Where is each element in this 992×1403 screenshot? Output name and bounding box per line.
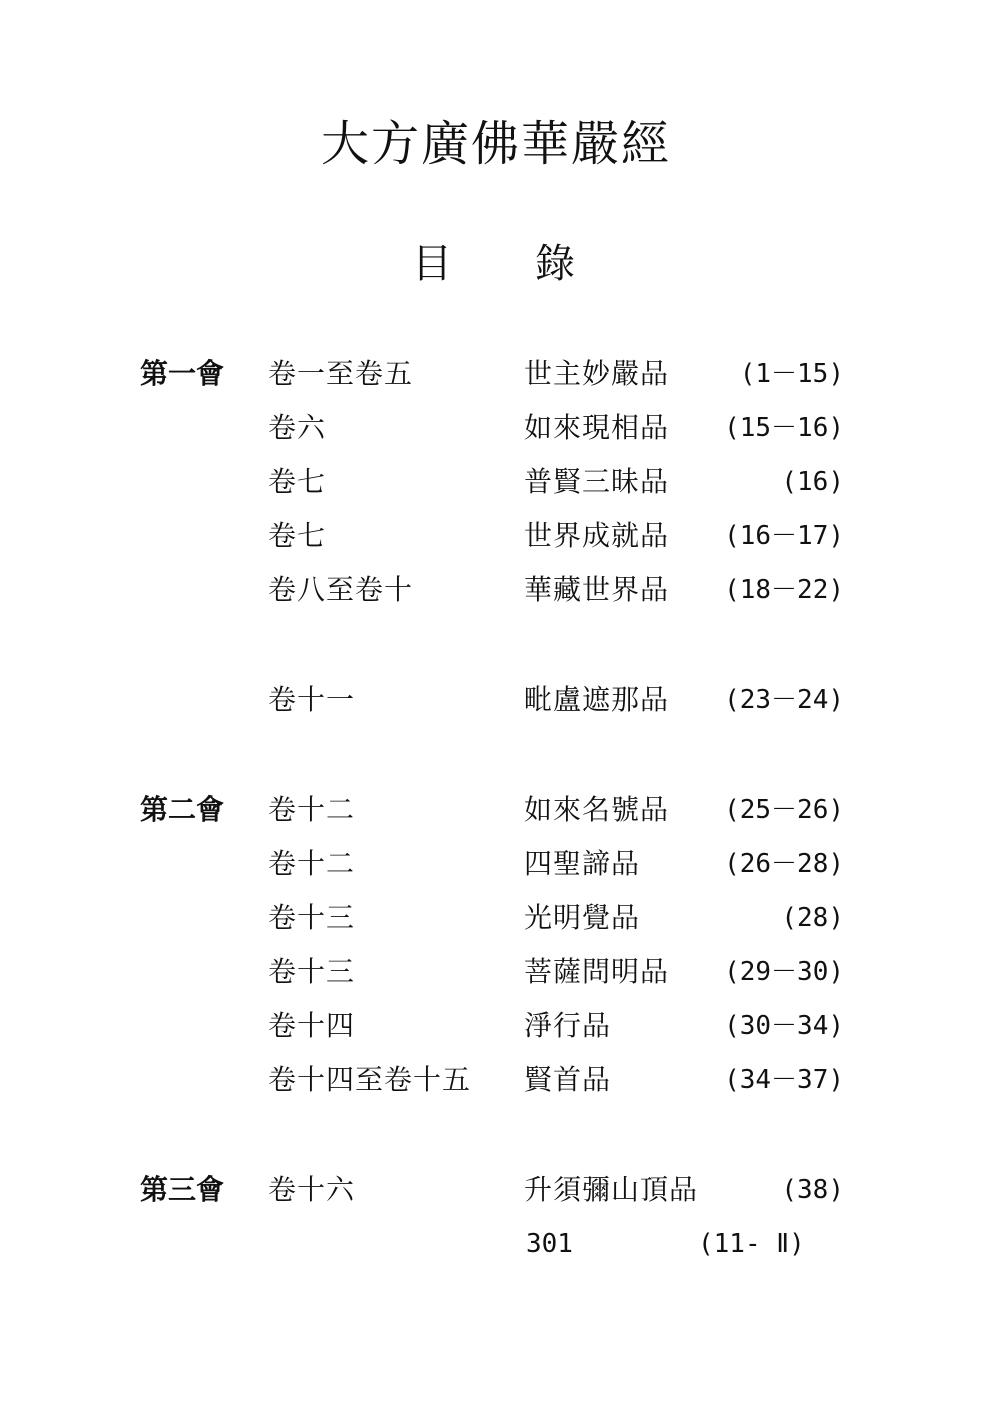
toc-entry — [0, 896, 992, 940]
page-range: (38) — [781, 1175, 844, 1205]
page-range: (18－22) — [724, 575, 844, 605]
toc-entry — [0, 842, 992, 886]
page-range: (23－24) — [724, 685, 844, 715]
toc-entry — [0, 788, 992, 832]
assembly-label: 第一會 — [140, 357, 225, 390]
page-footer — [0, 1222, 992, 1266]
toc-entry — [0, 950, 992, 994]
toc-heading — [0, 236, 992, 296]
page-range: (16) — [781, 467, 844, 497]
page-range: (34－37) — [724, 1065, 844, 1095]
toc-entry — [0, 1168, 992, 1212]
chapter-title: 普賢三昧品 — [524, 465, 670, 498]
fascicle-label: 卷一至卷五 — [268, 357, 414, 390]
chapter-title: 如來現相品 — [524, 411, 670, 444]
page-range: (16－17) — [724, 521, 844, 551]
page-range: (30－34) — [724, 1011, 844, 1041]
toc-entry — [0, 1058, 992, 1102]
fascicle-label: 卷十四 — [268, 1009, 356, 1042]
fascicle-label: 卷十六 — [268, 1173, 356, 1206]
page-range: (15－16) — [724, 413, 844, 443]
chapter-title: 升須彌山頂品 — [524, 1173, 699, 1206]
toc-entry — [0, 352, 992, 396]
fascicle-label: 卷六 — [268, 411, 327, 444]
fascicle-label: 卷十三 — [268, 955, 356, 988]
chapter-title: 四聖諦品 — [524, 847, 641, 880]
page-title: 大方廣佛華嚴經 — [320, 116, 671, 172]
fascicle-label: 卷七 — [268, 519, 327, 552]
chapter-title: 賢首品 — [524, 1063, 612, 1096]
toc-entry — [0, 406, 992, 450]
chapter-title: 華藏世界品 — [524, 573, 670, 606]
chapter-title: 毗盧遮那品 — [524, 683, 670, 716]
page-range: (26－28) — [724, 849, 844, 879]
fascicle-label: 卷十一 — [268, 683, 356, 716]
toc-heading-char-1: 目 — [412, 241, 452, 287]
toc-entry — [0, 514, 992, 558]
volume-code: (11- Ⅱ) — [698, 1229, 805, 1259]
fascicle-label: 卷十四至卷十五 — [268, 1063, 472, 1096]
fascicle-label: 卷十二 — [268, 847, 356, 880]
fascicle-label: 卷十二 — [268, 793, 356, 826]
toc-entry — [0, 568, 992, 612]
page-range: (1－15) — [739, 359, 844, 389]
toc-heading-char-2: 錄 — [535, 241, 575, 287]
toc-entry — [0, 678, 992, 722]
fascicle-label: 卷七 — [268, 465, 327, 498]
fascicle-label: 卷十三 — [268, 901, 356, 934]
page-range: (25－26) — [724, 795, 844, 825]
page-range: (28) — [781, 903, 844, 933]
chapter-title: 世界成就品 — [524, 519, 670, 552]
toc-entry — [0, 460, 992, 504]
page-range: (29－30) — [724, 957, 844, 987]
toc-entry — [0, 1004, 992, 1048]
fascicle-label: 卷八至卷十 — [268, 573, 414, 606]
assembly-label: 第二會 — [140, 793, 225, 826]
assembly-label: 第三會 — [140, 1173, 225, 1206]
page-number: 301 — [526, 1229, 573, 1259]
chapter-title: 世主妙嚴品 — [524, 357, 670, 390]
chapter-title: 如來名號品 — [524, 793, 670, 826]
chapter-title: 菩薩問明品 — [524, 955, 670, 988]
chapter-title: 淨行品 — [524, 1009, 612, 1042]
chapter-title: 光明覺品 — [524, 901, 641, 934]
